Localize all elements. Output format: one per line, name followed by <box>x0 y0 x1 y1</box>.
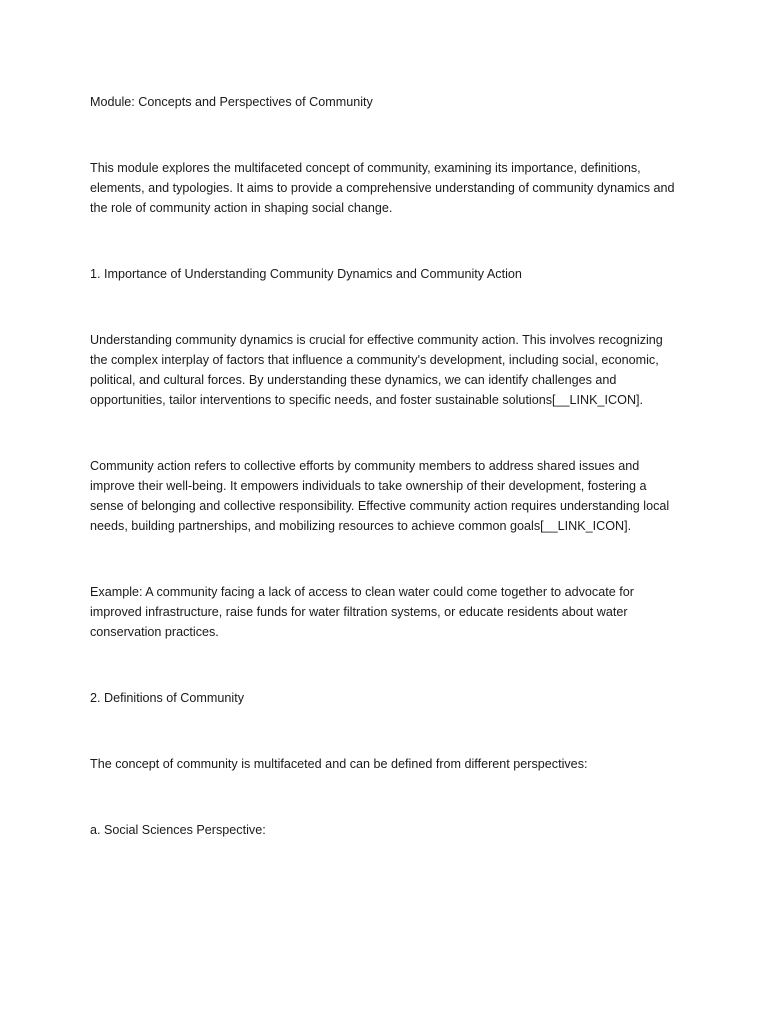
section-1-example: Example: A community facing a lack of access to clean water could come together to advocate for improved infrastructure, raise funds for water filtration systems, or educate residents about water conservation practices. <box>90 585 634 639</box>
section-1-heading: 1. Importance of Understanding Community Dynamics and Community Action <box>90 267 522 281</box>
document-body <box>90 92 682 840</box>
module-title: Module: Concepts and Perspectives of Community <box>90 95 373 109</box>
section-2-heading: 2. Definitions of Community <box>90 691 244 705</box>
section-2-intro: The concept of community is multifaceted and can be defined from different perspectives: <box>90 757 588 771</box>
section-2-subheading-a: a. Social Sciences Perspective: <box>90 823 266 837</box>
section-1-paragraph-2: Community action refers to collective efforts by community members to address shared issues and improve their well-being. It empowers individuals to take ownership of their development, fostering a sense of belonging and collective responsibility. Effective community action requires understanding local needs, building partnerships, and mobilizing resources to achieve common goals[__LINK_ICON]. <box>90 459 670 533</box>
section-1-paragraph-1: Understanding community dynamics is crucial for effective community action. This involves recognizing the complex interplay of factors that influence a community's development, including social, economic, political, and cultural forces. By understanding these dynamics, we can identify challenges and opportunities, tailor interventions to specific needs, and foster sustainable solutions[__LINK_ICON]. <box>90 333 663 407</box>
intro-paragraph: This module explores the multifaceted concept of community, examining its importance, definitions, elements, and typologies. It aims to provide a comprehensive understanding of community dynamics and the role of community action in shaping social change. <box>90 161 675 215</box>
